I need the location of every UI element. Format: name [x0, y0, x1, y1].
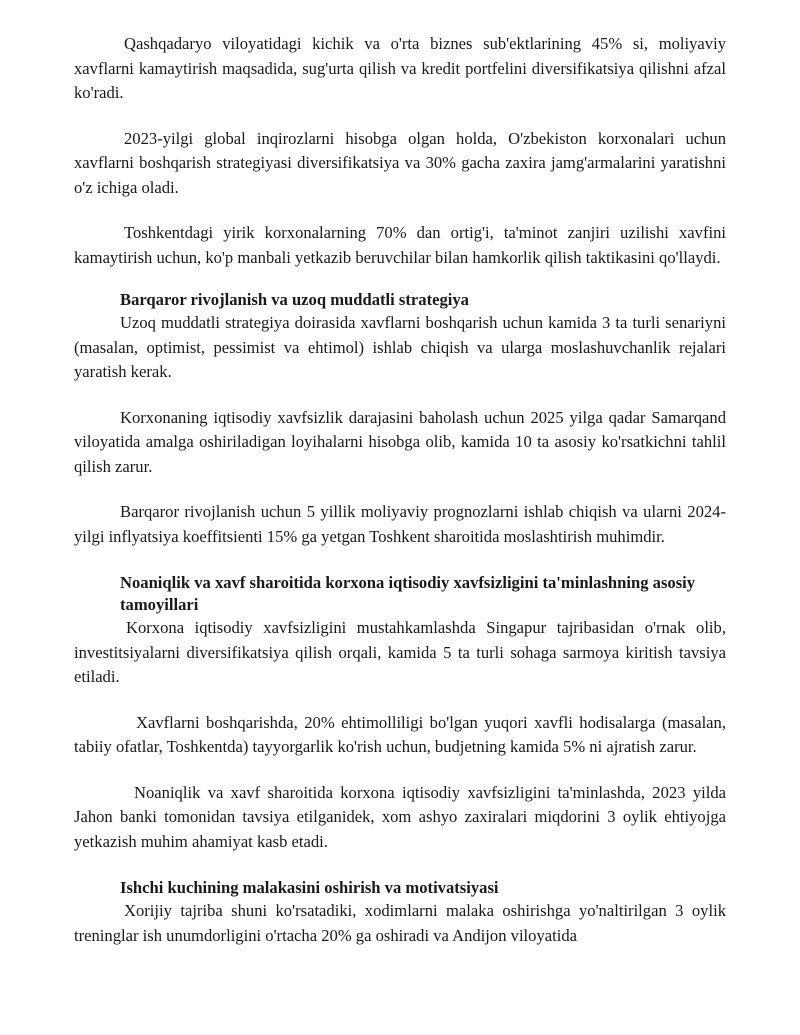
paragraph-2: 2023-yilgi global inqirozlarni hisobga olgan holda, O'zbekiston korxonalari uchun xavflarni boshqarish strategiyasi diversifikatsiya va 30% gacha zaxira jamg'armalarini yaratishni o'z ichiga oladi.: [74, 128, 726, 197]
paragraph-3: Toshkentdagi yirik korxonalarning 70% dan ortig'i, ta'minot zanjiri uzilishi xavfini kamaytirish uchun, ko'p manbali yetkazib beruvchilar bilan hamkorlik qilish taktikasini qo'llaydi.: [74, 223, 726, 267]
paragraph-6: Barqaror rivojlanish uchun 5 yillik moliyaviy prognozlarni ishlab chiqish va ularni 2024-yilgi inflyatsiya koeffitsienti 15% ga yetgan Toshkent sharoitida moslashtirish muhimdir.: [74, 502, 726, 546]
paragraph-8: Xavflarni boshqarishda, 20% ehtimolliligi bo'lgan yuqori xavfli hodisalarga (masalan, tabiiy ofatlar, Toshkentda) tayyorgarlik ko'rish uchun, budjetning kamida 5% ni ajratish zarur.: [74, 712, 726, 756]
section-heading-sustainable-development: Barqaror rivojlanish va uzoq muddatli strategiya: [120, 290, 469, 309]
paragraph-10: Xorijiy tajriba shuni ko'rsatadiki, xodimlarni malaka oshirishga yo'naltirilgan 3 oylik treninglar ish unumdorligini o'rtacha 20% ga oshiradi va Andijon viloyatida: [74, 901, 726, 945]
section-heading-workforce-motivation: Ishchi kuchining malakasini oshirish va motivatsiyasi: [120, 878, 499, 897]
paragraph-1: Qashqadaryo viloyatidagi kichik va o'rta biznes sub'ektlarining 45% si, moliyaviy xavflarni kamaytirish maqsadida, sug'urta qilish va kredit portfelini diversifikatsiya qilishni afzal ko'radi.: [74, 34, 726, 102]
paragraph-4: Uzoq muddatli strategiya doirasida xavflarni boshqarish uchun kamida 3 ta turli senariyni (masalan, optimist, pessimist va ehtimol) ishlab chiqish va ularga moslashuvchanlik rejalari yaratish kerak.: [74, 313, 726, 381]
paragraph-9: Noaniqlik va xavf sharoitida korxona iqtisodiy xavfsizligini ta'minlashda, 2023 yilda Jahon banki tomonidan tavsiya etilganidek, xom ashyo zaxiralari miqdorini 3 oylik ehtiyojga yetkazish muhim ahamiyat kasb etadi.: [74, 782, 726, 851]
paragraph-5: Korxonaning iqtisodiy xavfsizlik darajasini baholash uchun 2025 yilga qadar Samarqand viloyatida amalga oshiriladigan loyihalarni hisobga olib, kamida 10 ta asosiy ko'rsatkichni tahlil qilish zarur.: [74, 407, 726, 476]
section-heading-economic-security-principles: Noaniqlik va xavf sharoitida korxona iqtisodiy xavfsizligini ta'minlashning asosiy tamoyillari: [120, 573, 696, 614]
paragraph-7: Korxona iqtisodiy xavfsizligini mustahkamlashda Singapur tajribasidan o'rnak olib, investitsiyalarni diversifikatsiya qilish orqali, kamida 5 ta turli sohaga sarmoya kiritish tavsiya etiladi.: [74, 618, 726, 686]
